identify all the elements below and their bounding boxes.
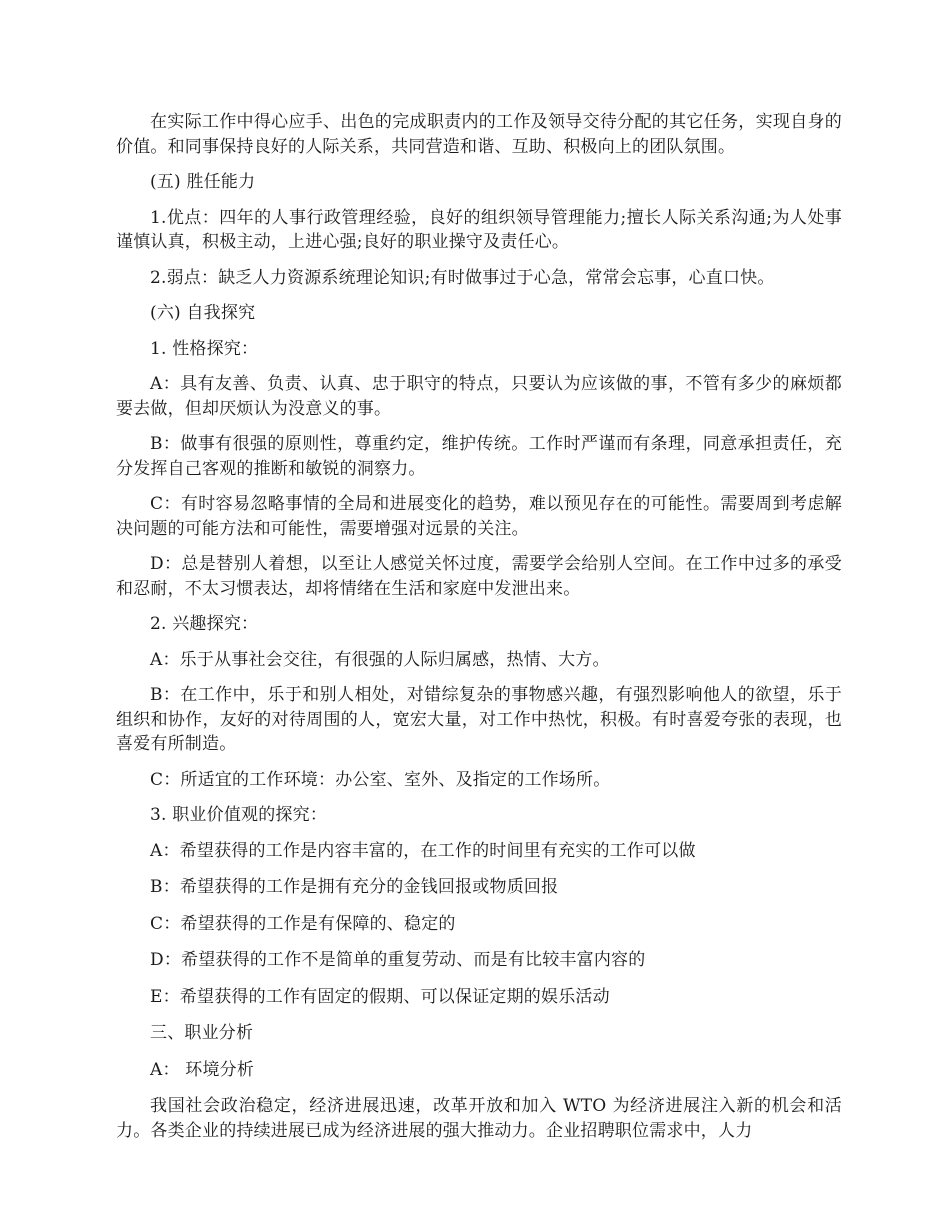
heading-values: 3. 职业价值观的探究： [150,805,328,825]
paragraph-values-d: D：希望获得的工作不是简单的重复劳动、而是有比较丰富内容的 [150,950,646,970]
paragraph-strengths: 1.优点：四年的人事行政管理经验，良好的组织领导管理能力;擅长人际关系沟通;为人处事谨慎认真，积极主动，上进心强;良好的职业操守及责任心。 [116,207,842,252]
paragraph-interest-b: B：在工作中，乐于和别人相处，对错综复杂的事物感兴趣，有强烈影响他人的欲望，乐于组织和协作，友好的对待周围的人，宽宏大量，对工作中热忱，积极。有时喜爱夸张的表现，也喜爱有所制造。 [116,685,842,754]
document-body [116,110,842,1154]
paragraph-interest-c: C：所适宜的工作环境：办公室、室外、及指定的工作场所。 [150,769,611,790]
heading-interest: 2. 兴趣探究： [150,614,259,634]
paragraph-personality-a: A：具有友善、负责、认真、忠于职守的特点，只要认为应该做的事，不管有多少的麻烦都要去做，但却厌烦认为没意义的事。 [116,374,842,419]
paragraph-personality-b: B：做事有很强的原则性，尊重约定，维护传统。工作时严谨而有条理，同意承担责任，充分发挥自己客观的推断和敏锐的洞察力。 [116,434,842,479]
heading-career-analysis: 三、职业分析 [150,1023,254,1043]
paragraph-personality-c: C：有时容易忽略事情的全局和进展变化的趋势，难以预见存在的可能性。需要周到考虑解决问题的可能方法和可能性，需要增强对远景的关注。 [116,494,842,539]
heading-self-exploration: (六) 自我探究 [150,303,256,323]
heading-personality: 1. 性格探究： [150,338,259,359]
paragraph-values-c: C：希望获得的工作是有保障的、稳定的 [150,913,456,934]
paragraph-interest-a: A：乐于从事社会交往，有很强的人际归属感，热情、大方。 [150,649,610,670]
paragraph-personality-d: D：总是替别人着想，以至让人感觉关怀过度，需要学会给别人空间。在工作中过多的承受和忍耐，不太习惯表达，却将情绪在生活和家庭中发泄出来。 [116,554,842,599]
paragraph-work-goal: 在实际工作中得心应手、出色的完成职责内的工作及领导交待分配的其它任务，实现自身的价值。和同事保持良好的人际关系，共同营造和谐、互助、积极向上的团队氛围。 [116,112,842,157]
heading-competence: (五) 胜任能力 [150,172,256,192]
paragraph-values-b: B：希望获得的工作是拥有充分的金钱回报或物质回报 [150,877,559,897]
heading-environment-analysis: A： 环境分析 [150,1059,255,1080]
paragraph-environment: 我国社会政治稳定，经济进展迅速，改革开放和加入 WTO 为经济进展注入新的机会和活力。各类企业的持续进展已成为经济进展的强大推动力。企业招聘职位需求中，人力 [116,1096,842,1141]
paragraph-values-e: E：希望获得的工作有固定的假期、可以保证定期的娱乐活动 [150,986,610,1007]
paragraph-weaknesses: 2.弱点：缺乏人力资源系统理论知识;有时做事过于心急，常常会忘事，心直口快。 [150,267,775,288]
paragraph-values-a: A：希望获得的工作是内容丰富的，在工作的时间里有充实的工作可以做 [150,840,696,861]
